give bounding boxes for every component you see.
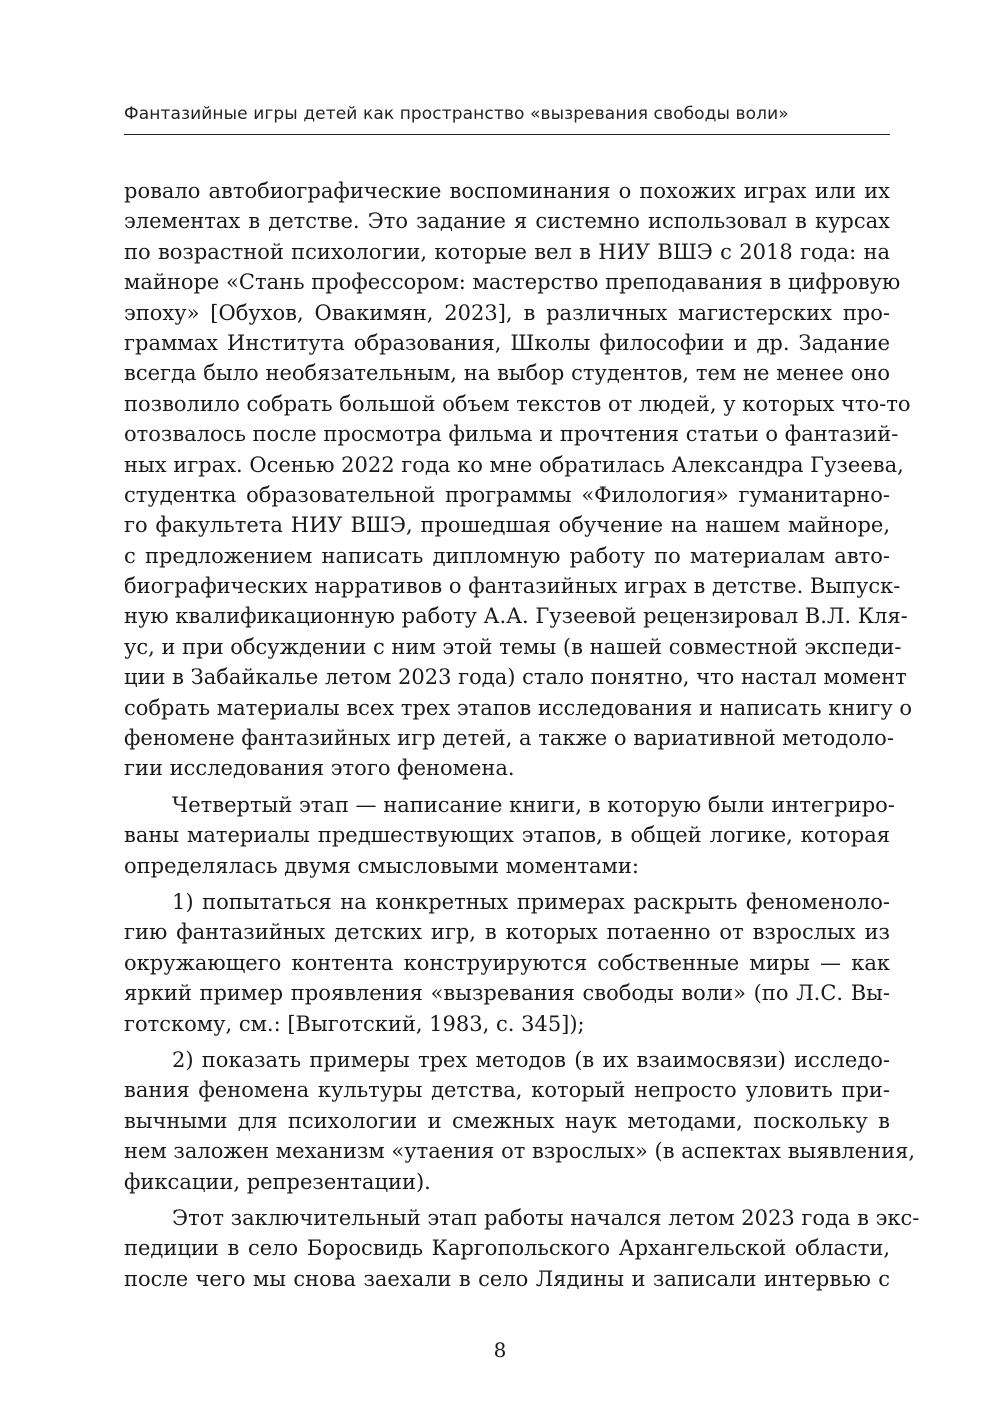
text-line: окружающего контента конструируются собственные миры — как — [124, 950, 890, 975]
text-line: элементах в детстве. Это задание я системно использовал в курсах — [124, 209, 890, 234]
text-line: ции в Забайкалье летом 2023 года) стало понятно, что настал момент — [124, 665, 907, 690]
text-line: определялась двумя смысловыми моментами: — [124, 853, 639, 878]
paragraph — [124, 790, 895, 881]
text-line: ус, и при обсуждении с ним этой темы (в нашей совместной экспеди- — [124, 634, 902, 659]
text-line: готскому, см.: [Выготский, 1983, с. 345]); — [124, 1011, 585, 1036]
text-line: гию фантазийных детских игр, в которых потаенно от взрослых из — [124, 920, 890, 945]
text-line: ных играх. Осенью 2022 года ко мне обратилась Александра Гузеева, — [124, 452, 904, 477]
text-line: граммах Института образования, Школы философии и др. Задание — [124, 330, 890, 355]
text-line: нем заложен механизм «утаения от взрослых» (в аспектах выявления, — [124, 1139, 916, 1164]
paragraph — [124, 176, 913, 784]
text-line: всегда было необязательным, на выбор студентов, тем не менее оно — [124, 361, 890, 386]
text-line: Четвертый этап — написание книги, в которую были интегриро- — [172, 792, 895, 817]
text-line: майноре «Стань профессором: мастерство преподавания в цифровую — [124, 270, 901, 295]
text-line: вания феномена культуры детства, который непросто уловить при- — [124, 1078, 890, 1103]
text-line: ровало автобиографические воспоминания о похожих играх или их — [124, 179, 890, 203]
paragraph — [124, 887, 890, 1039]
running-head: Фантазийные игры детей как пространство «вызревания свободы воли» — [124, 104, 789, 124]
text-line: яркий пример проявления «вызревания свободы воли» (по Л.С. Вы- — [124, 981, 890, 1006]
paragraph — [124, 1045, 916, 1197]
text-line: по возрастной психологии, которые вел в НИУ ВШЭ с 2018 года: на — [124, 239, 890, 264]
page-number: 8 — [493, 1338, 507, 1362]
header-rule — [124, 134, 890, 135]
body-text — [124, 176, 920, 1294]
text-line: фиксации, репрезентации). — [124, 1169, 431, 1194]
text-line: ваны материалы предшествующих этапов, в общей логике, которая — [124, 823, 890, 848]
text-line: педиции в село Боросвидь Каргопольского Архангельской области, — [124, 1236, 890, 1261]
paragraph — [124, 1203, 920, 1294]
text-line: гии исследования этого феномена. — [124, 756, 515, 781]
text-line: 1) попытаться на конкретных примерах раскрыть феноменоло- — [172, 889, 890, 914]
text-line: Этот заключительный этап работы начался летом 2023 года в экс- — [172, 1205, 920, 1230]
text-line: после чего мы снова заехали в село Лядины и записали интервью с — [124, 1266, 890, 1291]
text-line: студентка образовательной программы «Филология» гуманитарно- — [124, 482, 890, 507]
text-line: отозвалось после просмотра фильма и прочтения статьи о фантазий- — [124, 422, 899, 447]
text-line: позволило собрать большой объем текстов от людей, у которых что-то — [124, 391, 911, 416]
text-line: 2) показать примеры трех методов (в их взаимосвязи) исследо- — [172, 1047, 890, 1072]
text-line: с предложением написать дипломную работу по материалам авто- — [124, 543, 890, 568]
text-line: собрать материалы всех трех этапов исследования и написать книгу о — [124, 695, 913, 720]
text-line: го факультета НИУ ВШЭ, прошедшая обучение на нашем майноре, — [124, 513, 890, 538]
text-line: феномене фантазийных игр детей, а также о вариативной методоло- — [124, 726, 894, 751]
text-line: эпоху» [Обухов, Овакимян, 2023], в различных магистерских про- — [124, 300, 890, 325]
text-line: ную квалификационную работу А.А. Гузеевой рецензировал В.Л. Кля- — [124, 604, 908, 629]
text-line: вычными для психологии и смежных наук методами, поскольку в — [124, 1108, 890, 1133]
text-line: биографических нарративов о фантазийных играх в детстве. Выпуск- — [124, 574, 901, 599]
